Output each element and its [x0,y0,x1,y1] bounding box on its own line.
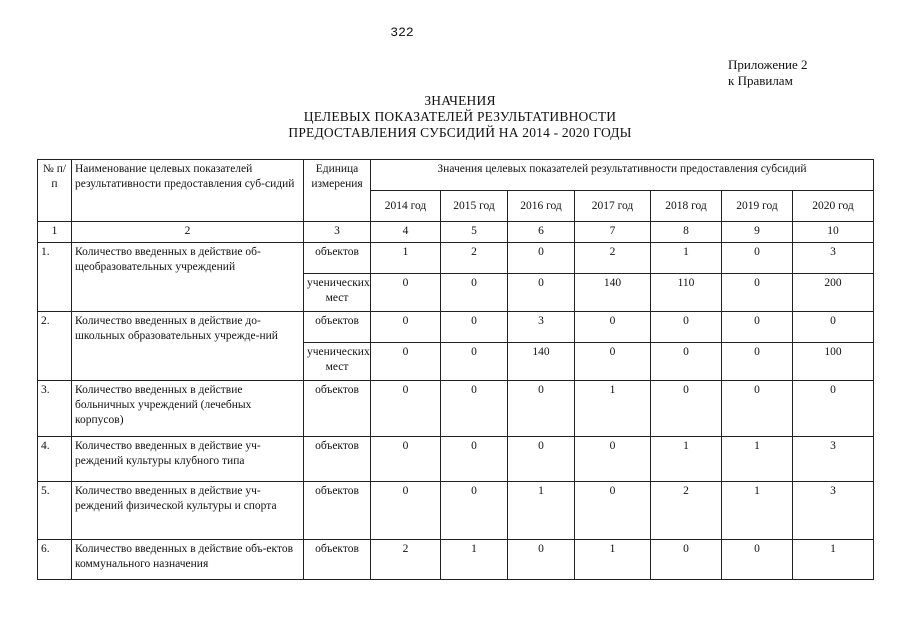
header-year: 2018 год [651,191,722,222]
value-cell: 0 [371,312,441,343]
value-cell: 1 [575,540,651,580]
header-year: 2016 год [508,191,575,222]
header-values-group: Значения целевых показателей результативности предоставления субсидий [371,160,874,191]
value-cell: 200 [793,274,874,312]
value-cell: 0 [441,274,508,312]
value-cell: 3 [793,482,874,540]
table-row [38,482,874,540]
value-cell: 2 [371,540,441,580]
unit-cell: объектов [304,243,371,274]
value-cell: 0 [575,437,651,482]
column-index-cell: 2 [72,222,304,243]
value-cell: 0 [371,437,441,482]
header-unit: Единица измерения [304,160,371,222]
value-cell: 0 [371,482,441,540]
header-name: Наименование целевых показателей результативности предоставления суб-сидий [72,160,304,222]
value-cell: 0 [441,343,508,381]
value-cell: 0 [508,243,575,274]
value-cell: 0 [441,312,508,343]
value-cell: 0 [722,343,793,381]
value-cell: 0 [371,274,441,312]
indicator-name: Количество введенных в действие больничных учреждений (лечебных корпусов) [72,381,304,437]
column-index-cell: 10 [793,222,874,243]
title-line-2: ЦЕЛЕВЫХ ПОКАЗАТЕЛЕЙ РЕЗУЛЬТАТИВНОСТИ [303,109,617,124]
row-number: 5. [38,482,72,540]
value-cell: 140 [508,343,575,381]
appendix-line-1: Приложение 2 [728,57,808,72]
value-cell: 0 [722,312,793,343]
title-line-1: ЗНАЧЕНИЯ [424,93,496,108]
header-num: № п/п [38,160,72,222]
value-cell: 100 [793,343,874,381]
value-cell: 1 [651,243,722,274]
value-cell: 3 [793,243,874,274]
row-number: 1. [38,243,72,312]
value-cell: 1 [651,437,722,482]
header-year: 2019 год [722,191,793,222]
title-line-3: ПРЕДОСТАВЛЕНИЯ СУБСИДИЙ НА 2014 - 2020 ГОДЫ [288,125,632,140]
value-cell: 0 [575,312,651,343]
indicator-name: Количество введенных в действие объ-ектов коммунального назначения [72,540,304,580]
indicators-table [37,159,874,580]
value-cell: 0 [651,540,722,580]
value-cell: 1 [508,482,575,540]
unit-cell: объектов [304,482,371,540]
value-cell: 0 [575,482,651,540]
header-year: 2015 год [441,191,508,222]
value-cell: 0 [508,540,575,580]
value-cell: 0 [508,274,575,312]
unit-cell: объектов [304,540,371,580]
value-cell: 0 [651,312,722,343]
appendix-line-2: к Правилам [728,73,793,88]
value-cell: 110 [651,274,722,312]
page-number: 322 [390,25,414,40]
value-cell: 0 [722,274,793,312]
table-row [38,243,874,274]
value-cell: 0 [508,437,575,482]
unit-cell: ученических мест [304,343,371,381]
value-cell: 0 [722,540,793,580]
unit-cell: объектов [304,437,371,482]
value-cell: 2 [651,482,722,540]
value-cell: 140 [575,274,651,312]
unit-cell: объектов [304,381,371,437]
indicator-name: Количество введенных в действие до-школьных образовательных учрежде-ний [72,312,304,381]
value-cell: 2 [441,243,508,274]
value-cell: 0 [793,312,874,343]
value-cell: 0 [441,482,508,540]
value-cell: 0 [441,437,508,482]
header-year: 2017 год [575,191,651,222]
value-cell: 0 [371,343,441,381]
column-index-cell: 4 [371,222,441,243]
value-cell: 0 [575,343,651,381]
table-row [38,312,874,343]
value-cell: 3 [793,437,874,482]
column-index-cell: 5 [441,222,508,243]
indicator-name: Количество введенных в действие уч-реждений культуры клубного типа [72,437,304,482]
value-cell: 1 [441,540,508,580]
value-cell: 0 [722,243,793,274]
value-cell: 0 [793,381,874,437]
table-row [38,381,874,437]
document-title [160,93,760,141]
unit-cell: объектов [304,312,371,343]
column-index-cell: 9 [722,222,793,243]
value-cell: 1 [722,437,793,482]
value-cell: 0 [441,381,508,437]
indicator-name: Количество введенных в действие уч-реждений физической культуры и спорта [72,482,304,540]
row-number: 4. [38,437,72,482]
column-index-cell: 8 [651,222,722,243]
column-index-cell: 1 [38,222,72,243]
value-cell: 1 [575,381,651,437]
value-cell: 1 [371,243,441,274]
value-cell: 0 [651,343,722,381]
value-cell: 1 [793,540,874,580]
column-index-cell: 3 [304,222,371,243]
header-year: 2020 год [793,191,874,222]
indicator-name: Количество введенных в действие об-щеобразовательных учреждений [72,243,304,312]
unit-cell: ученических мест [304,274,371,312]
value-cell: 3 [508,312,575,343]
value-cell: 0 [722,381,793,437]
column-index-cell: 7 [575,222,651,243]
value-cell: 1 [722,482,793,540]
header-year: 2014 год [371,191,441,222]
table-row [38,437,874,482]
value-cell: 0 [651,381,722,437]
table-row [38,540,874,580]
column-index-cell: 6 [508,222,575,243]
row-number: 2. [38,312,72,381]
value-cell: 0 [508,381,575,437]
appendix-note [728,57,808,89]
row-number: 6. [38,540,72,580]
row-number: 3. [38,381,72,437]
value-cell: 0 [371,381,441,437]
value-cell: 2 [575,243,651,274]
